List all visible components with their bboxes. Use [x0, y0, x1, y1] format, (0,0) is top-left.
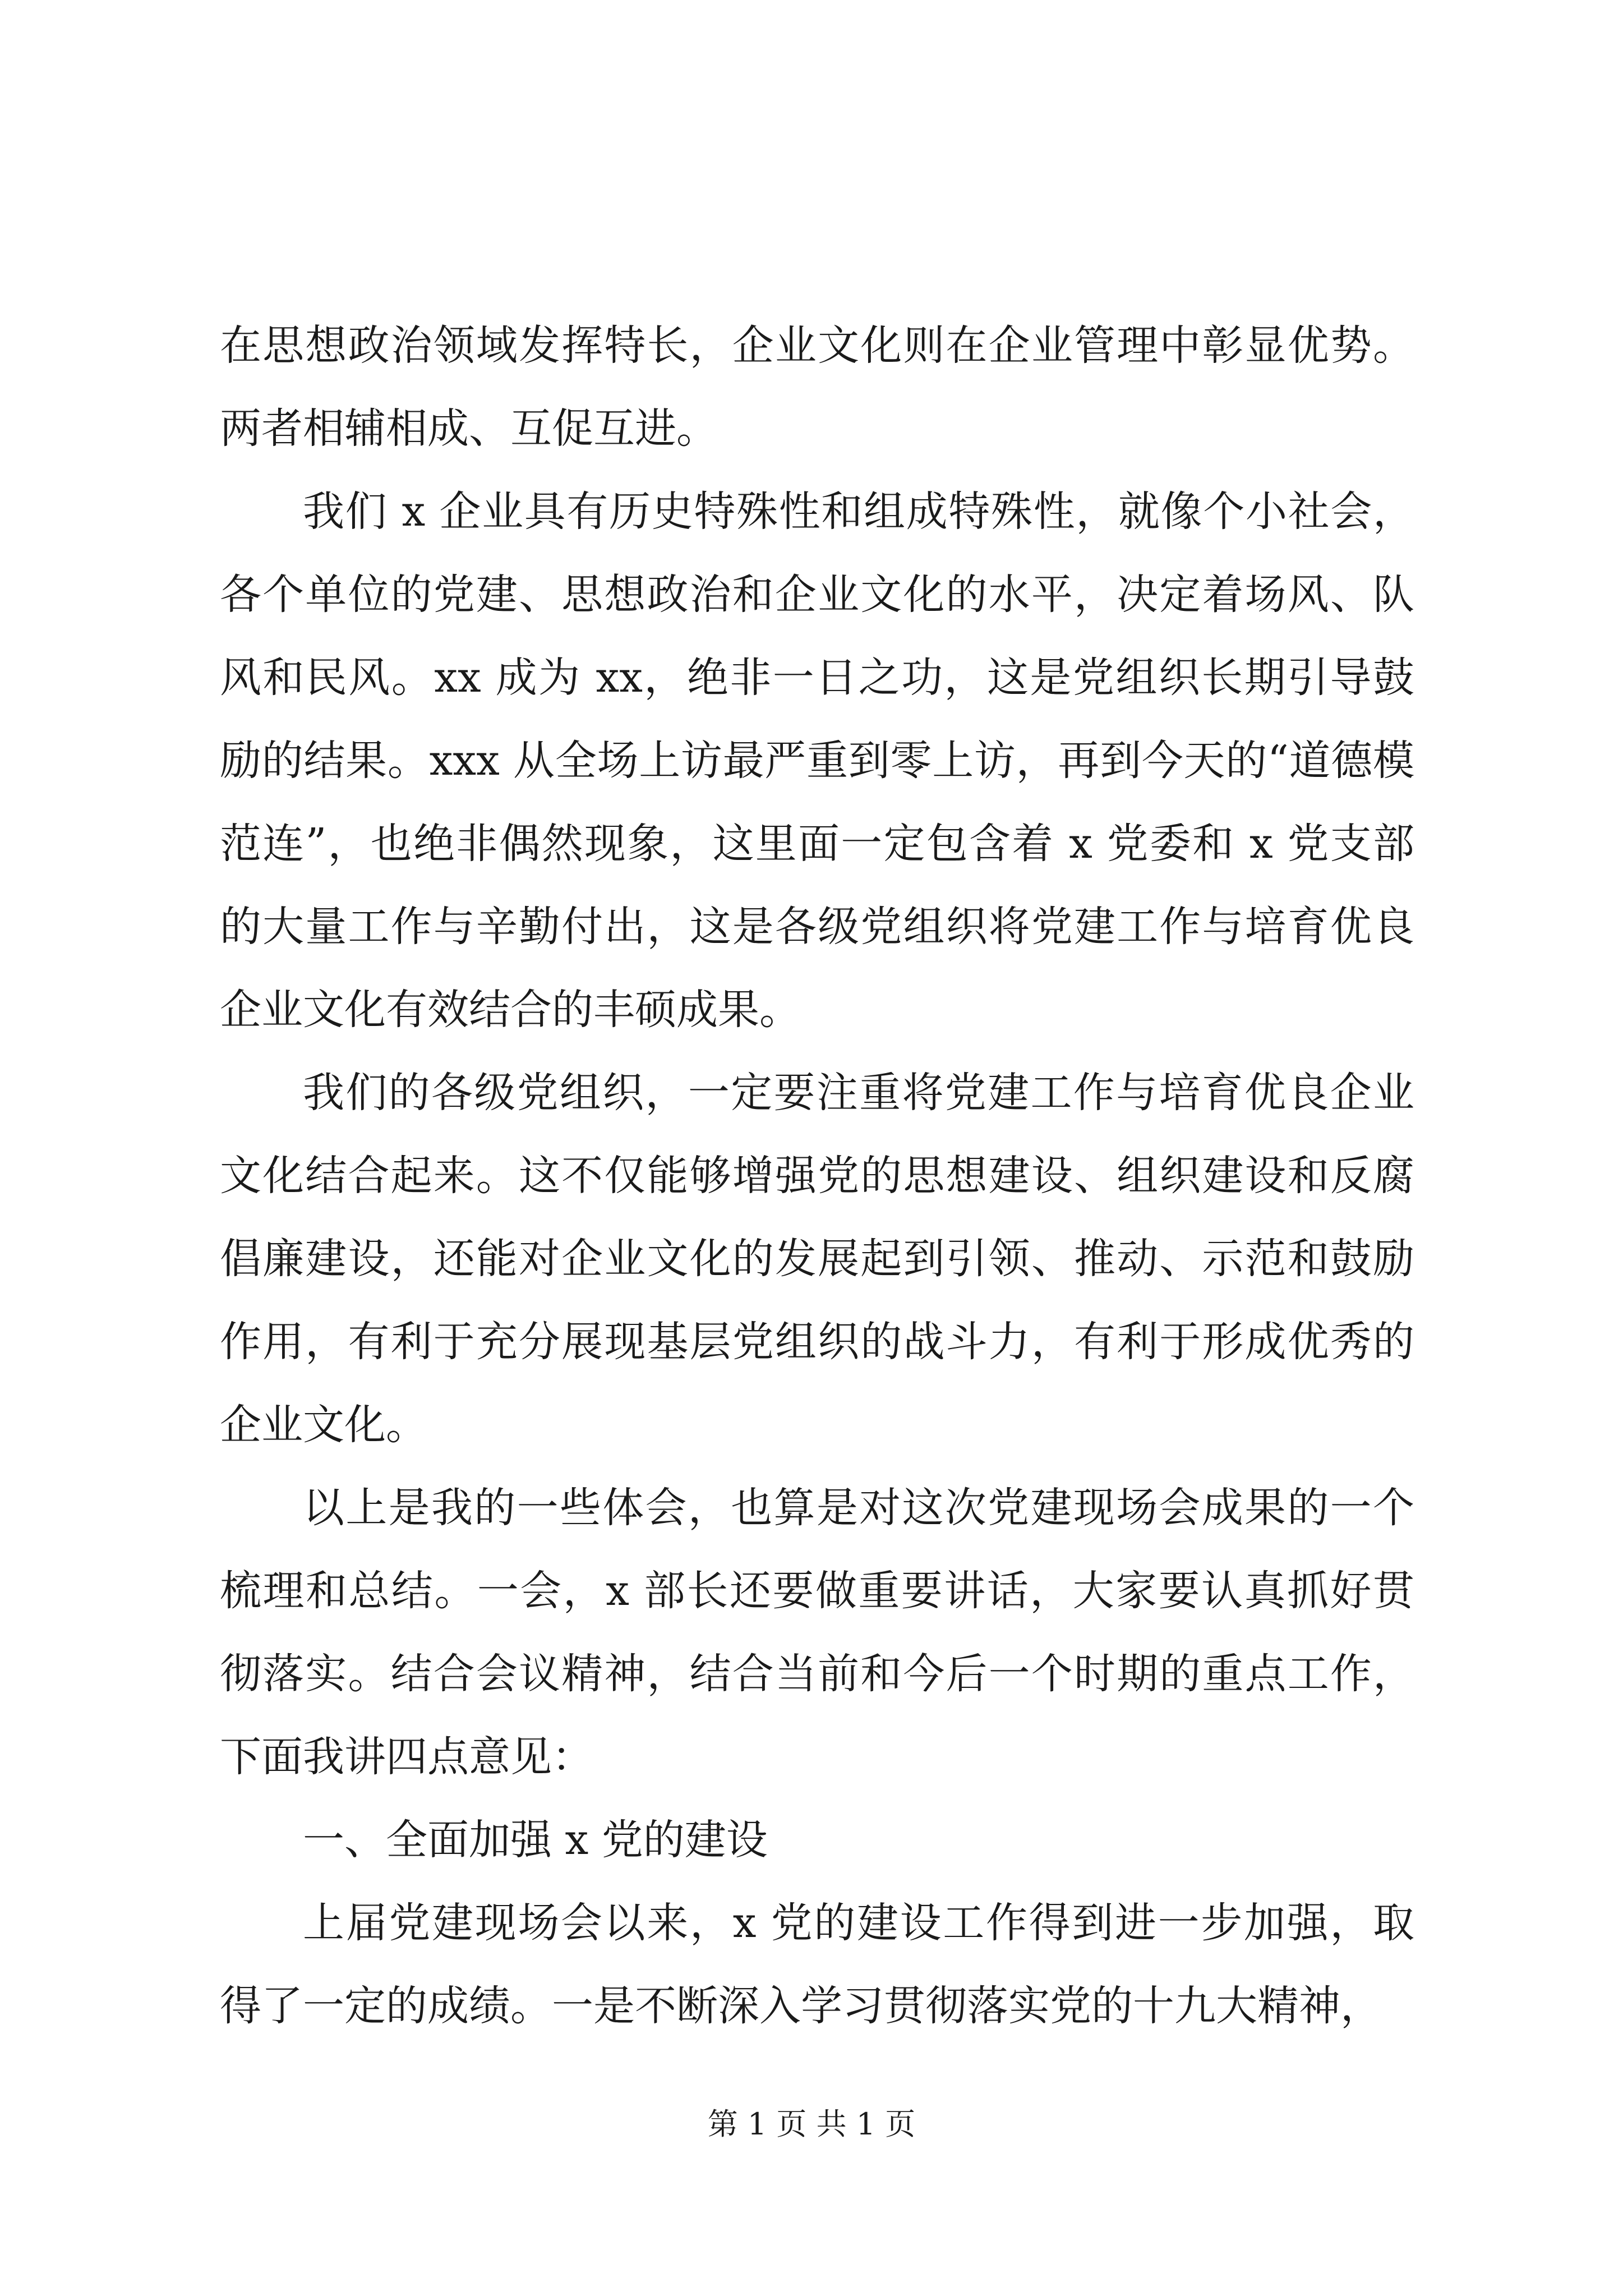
page-footer: 第 1 页 共 1 页: [707, 2106, 916, 2142]
paragraph-3: 我们的各级党组织，一定要注重将党建工作与培育优良企业文化结合起来。这不仅能够增强党的思想建设、组织建设和反腐倡廉建设，还能对企业文化的发展起到引领、推动、示范和鼓励作用，有利于充分展现基层党组织的战斗力，有利于形成优秀的企业文化。: [220, 1069, 1414, 1449]
document-body: [220, 304, 1414, 2047]
paragraph-2: 我们 x 企业具有历史特殊性和组成特殊性，就像个小社会，各个单位的党建、思想政治和企业文化的水平，决定着场风、队风和民风。xx 成为 xx，绝非一日之功，这是党组织长期引导鼓励的结果。xxx 从全场上访最严重到零上访，再到今天的“道德模范连”，也绝非偶然现象，这里面一定包含着 x 党委和 x 党支部的大量工作与辛勤付出，这是各级党组织将党建工作与培育优良企业文化有效结合的丰硕成果。: [220, 487, 1414, 1034]
paragraph-4: 以上是我的一些体会，也算是对这次党建现场会成果的一个梳理和总结。一会，x 部长还要做重要讲话，大家要认真抓好贯彻落实。结合会议精神，结合当前和今后一个时期的重点工作，下面我讲四点意见：: [220, 1484, 1414, 1781]
paragraph-5: 上届党建现场会以来，x 党的建设工作得到进一步加强，取得了一定的成绩。一是不断深入学习贯彻落实党的十九大精神，: [220, 1899, 1414, 2030]
paragraph-1: 在思想政治领域发挥特长，企业文化则在企业管理中彰显优势。两者相辅相成、互促互进。: [220, 321, 1414, 453]
section-heading: 一、全面加强 x 党的建设: [303, 1816, 768, 1864]
